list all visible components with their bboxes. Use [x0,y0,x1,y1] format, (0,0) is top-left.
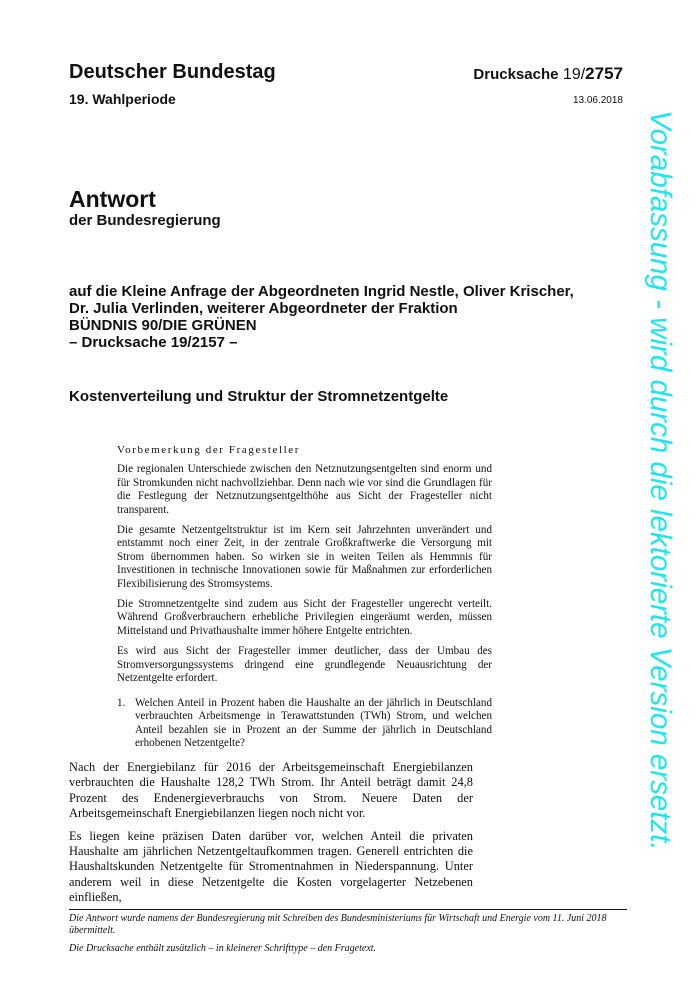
answer-body [69,760,473,913]
question-number: 1. [117,697,126,709]
drucksache-number-value: 2757 [585,64,623,83]
drucksache-label: Drucksache [473,66,559,83]
footer-divider [69,909,627,910]
footer-note-print: Die Drucksache enthält zusätzlich – in kleinerer Schrifttype – den Fragetext. [69,943,377,954]
preliminary-paragraph: Die Stromnetzentgelte sind zudem aus Sicht der Fragesteller ungerecht verteilt. Während Großverbrauchern erhebliche Privilegien eingeräumt werden, müssen Mittelstand und Privathaushalte immer höhere Entgelte entrichten. [117,598,492,637]
answer-paragraph: Nach der Energiebilanz für 2016 der Arbeitsgemeinschaft Energiebilanzen verbrauchten die Haushalte 128,2 TWh Strom. Ihr Anteil beträgt damit 24,8 Prozent des Endenergieverbrauchs von Strom. Neuere Daten der Arbeitsgemeinschaft Energiebilanzen liegen noch nicht vor. [69,760,473,821]
document-date: 13.06.2018 [572,95,623,106]
election-period: 19. Wahlperiode [69,91,176,107]
inquiry-line: – Drucksache 19/2157 – [69,334,238,351]
organization-title: Deutscher Bundestag [69,61,276,83]
preliminary-remarks [117,444,492,693]
inquiry-line: Dr. Julia Verlinden, weiterer Abgeordneter der Fraktion [69,300,458,317]
inquiry-reference [69,283,589,351]
drucksache-number [473,64,623,84]
inquiry-line: auf die Kleine Anfrage der Abgeordneten Ingrid Nestle, Oliver Krischer, [69,283,574,300]
topic-heading: Kostenverteilung und Struktur der Stromnetzentgelte [69,388,449,405]
preliminary-paragraph: Es wird aus Sicht der Fragesteller immer deutlicher, dass der Umbau des Stromversorgungssystems dringend eine grundlegende Neuausrichtung der Netzentgelte erfordert. [117,645,492,685]
drucksache-prefix: 19/ [562,66,586,83]
document-subtitle: der Bundesregierung [69,212,221,229]
question-1 [117,697,492,751]
footer-note-transmission: Die Antwort wurde namens der Bundesregierung mit Schreiben des Bundesministeriums für Wirtschaft und Energie vom 11. Juni 2018 übermittelt. [69,913,607,936]
document-title: Antwort [69,186,156,212]
answer-paragraph: Es liegen keine präzisen Daten darüber vor, welchen Anteil die privaten Haushalte am jährlichen Netzentgeltaufkommen tragen. Generell entrichten die Haushaltskunden Netzentgelte für Stromentnahmen in Niederspannung. Unter anderem weil in diese Netzentgelte die Kosten vorgelagerter Netzebenen einfließen, [69,828,473,905]
question-text: Welchen Anteil in Prozent haben die Haushalte an der jährlich in Deutschland verbrauchten Arbeitsmenge in Terawattstunden (TWh) Strom, und welchen Anteil bezahlen sie in Prozent an der Summe der jährlich in Deutschland erhobenen Netzentgelte? [135,697,492,750]
preliminary-remarks-heading: Vorbemerkung der Fragesteller [117,444,301,456]
preliminary-paragraph: Die regionalen Unterschiede zwischen den Netznutzungsentgelten sind enorm und für Stromkunden nicht nachvollziehbar. Denn nach wie vor sind die Grundlagen für die Festlegung der Netznutzungsentgelthöhe aus Sicht der Fragesteller nicht transparent. [117,463,492,516]
draft-watermark-text: Vorabfassung - wird durch die lektorierte Version ersetzt. [644,110,677,851]
footer-notes [69,913,629,961]
inquiry-line: BÜNDNIS 90/DIE GRÜNEN [69,317,257,334]
preliminary-paragraph: Die gesamte Netzentgeltstruktur ist im Kern seit Jahrzehnten unverändert und entstammt noch einer Zeit, in der zentrale Großkraftwerke die Versorgung mit Strom übernommen haben. So wirken sie in weiten Teilen als Hemmnis für Investitionen in technische Innovationen sowie für Maßnahmen zur erforderlichen Flexibilisierung des Stromsystems. [117,524,492,590]
